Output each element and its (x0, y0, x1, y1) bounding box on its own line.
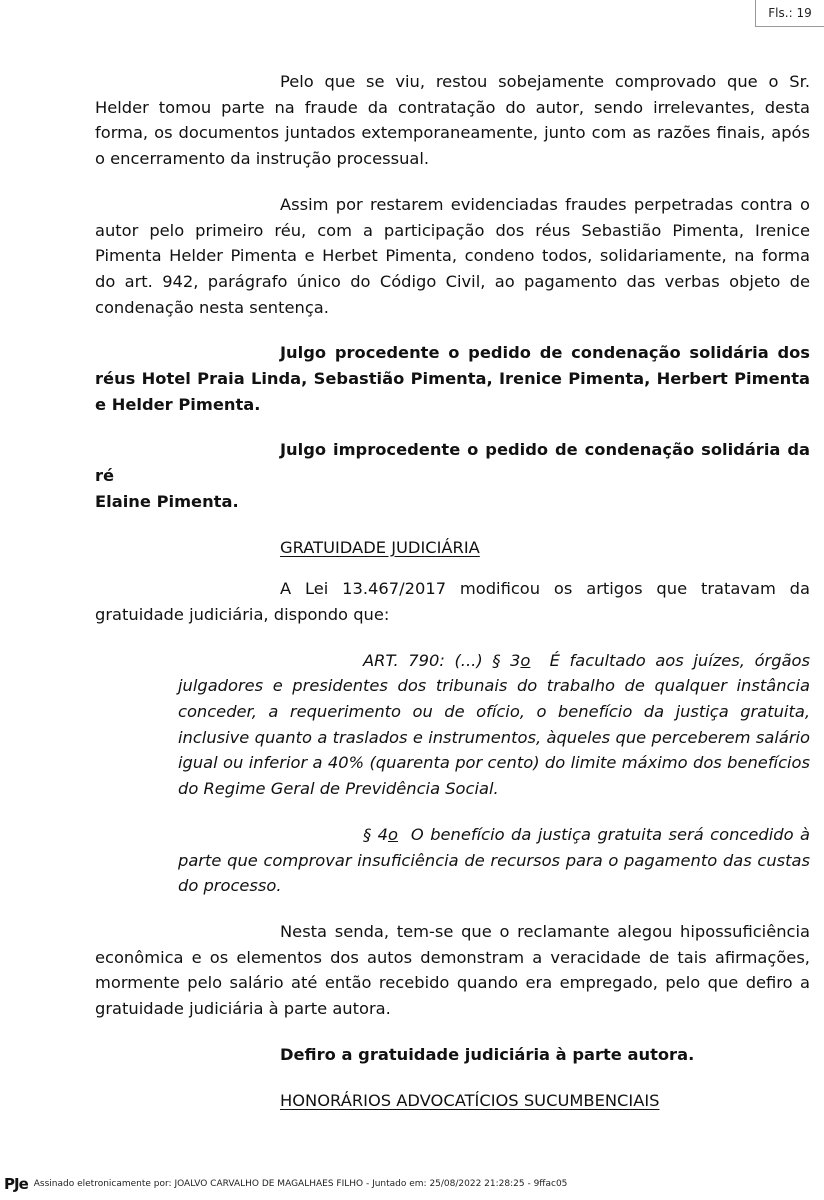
paragraph-law-intro: A Lei 13.467/2017 modificou os artigos que tratavam da gratuidade judiciária, dispondo que: (95, 579, 810, 624)
section-heading-honorarios (95, 1088, 810, 1114)
paragraph-hipossuficiencia: Nesta senda, tem-se que o reclamante alegou hipossuficiência econômica e os elementos dos autos demonstram a veracidade de tais afirmações, mormente pelo salário até então recebido quando era empregado, pelo que defiro a gratuidade judiciária à parte autora. (95, 921, 810, 1019)
quote-paragraph-4 (178, 822, 810, 899)
quote-art-790-text: É facultado aos juízes, órgãos julgadores e presidentes dos tribunais do trabalho de qualquer instância conceder, a requerimento ou de ofício, o benefício da justiça gratuita, inclusive quanto a traslados e instrumentos, àqueles que perceberem salário igual ou inferior a 40% (quarenta por cento) do limite máximo dos benefícios do Regime Geral de Previdência Social. (178, 650, 810, 799)
document-body (95, 69, 810, 1113)
paragraph-defiro-gratuidade: Defiro a gratuidade judiciária à parte autora. (280, 1044, 695, 1064)
page-number: Fls.: 19 (755, 0, 824, 27)
signature-footer (4, 1174, 820, 1194)
quote-art-790-ordinal: o (520, 650, 531, 670)
electronic-signature-text: Assinado eletronicamente por: JOALVO CARVALHO DE MAGALHAES FILHO - Juntado em: 25/08/2022 21:28:25 - 9ffac05 (33, 1179, 568, 1189)
quote-art-790-prefix: ART. 790: (...) § 3 (363, 650, 521, 670)
section-heading-honorarios-text: HONORÁRIOS ADVOCATÍCIOS SUCUMBENCIAIS (280, 1090, 660, 1110)
paragraph-fraud-conclusion: Pelo que se viu, restou sobejamente comprovado que o Sr. Helder tomou parte na fraude da contratação do autor, sendo irrelevantes, desta forma, os documentos juntados extemporaneamente, junto com as razões finais, após o encerramento da instrução processual. (95, 72, 810, 169)
section-heading-gratuidade (95, 535, 810, 561)
section-heading-gratuidade-text: GRATUIDADE JUDICIÁRIA (280, 537, 480, 557)
paragraph-procedent-ruling: Julgo procedente o pedido de condenação solidária dos réus Hotel Praia Linda, Sebastião Pimenta, Irenice Pimenta, Herbert Pimenta e Helder Pimenta. (95, 343, 810, 414)
quote-art-790 (178, 648, 810, 802)
paragraph-improcedent-ruling (95, 437, 810, 514)
quote-paragraph-4-prefix: § 4 (363, 824, 388, 844)
quote-paragraph-4-ordinal: o (387, 824, 398, 844)
improcedent-line-1: Julgo improcedente o pedido de condenação solidária da ré (95, 440, 810, 486)
paragraph-joint-liability: Assim por restarem evidenciadas fraudes perpetradas contra o autor pelo primeiro réu, com a participação dos réus Sebastião Pimenta, Irenice Pimenta Helder Pimenta e Herbet Pimenta, condeno todos, solidariamente, na forma do art. 942, parágrafo único do Código Civil, ao pagamento das verbas objeto de condenação nesta sentença. (95, 194, 810, 317)
pje-logo: PJe (4, 1175, 28, 1193)
quote-paragraph-4-text: O benefício da justiça gratuita será concedido à parte que comprovar insuficiência de recursos para o pagamento das custas do processo. (178, 824, 810, 896)
improcedent-line-2: Elaine Pimenta. (95, 491, 239, 511)
